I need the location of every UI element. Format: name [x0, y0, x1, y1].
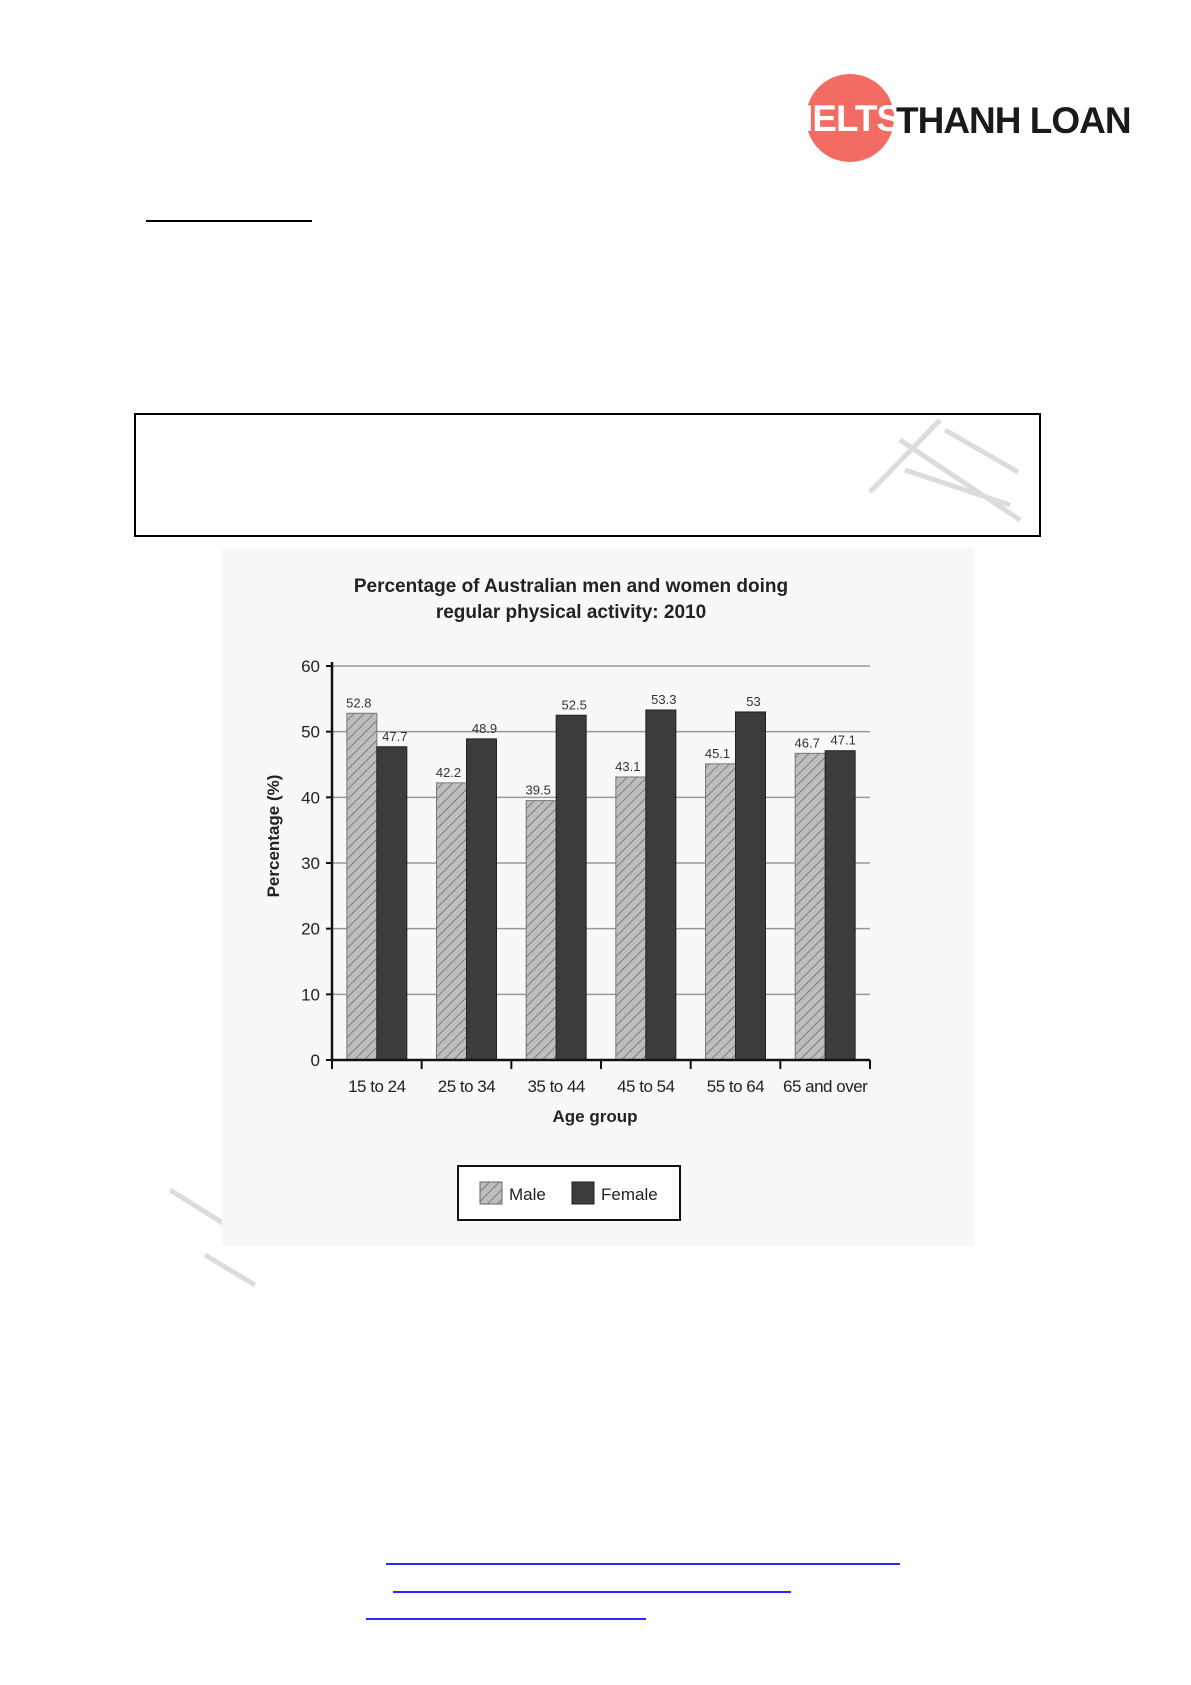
- y-tick-label: 10: [301, 985, 320, 1005]
- legend-swatch-male: [480, 1182, 502, 1204]
- footer-link-underline[interactable]: [366, 1618, 646, 1620]
- data-label-male: 39.5: [525, 782, 551, 798]
- x-tick-label: 35 to 44: [527, 1077, 585, 1096]
- legend-swatch-female: [572, 1182, 594, 1204]
- bar-male: [795, 753, 825, 1060]
- bar-female: [646, 710, 676, 1060]
- bar-male: [437, 783, 467, 1060]
- logo-badge-text: IELTS: [803, 98, 901, 139]
- data-label-female: 53: [746, 693, 761, 709]
- chart-panel: [222, 548, 974, 1246]
- y-tick-label: 20: [301, 919, 320, 939]
- x-tick-label: 15 to 24: [348, 1077, 406, 1096]
- bar-female: [467, 739, 497, 1060]
- x-tick-label: 45 to 54: [617, 1077, 675, 1096]
- task-prompt-box: [134, 413, 1041, 537]
- data-label-female: 52.5: [561, 697, 587, 713]
- data-label-male: 46.7: [794, 735, 820, 751]
- data-label-male: 43.1: [615, 758, 641, 774]
- bar-female: [736, 712, 766, 1060]
- bar-female: [556, 715, 586, 1060]
- y-tick-label: 50: [301, 722, 320, 742]
- data-label-female: 47.1: [830, 732, 856, 748]
- y-tick-label: 40: [301, 788, 320, 808]
- bar-male: [706, 764, 736, 1060]
- bar-female: [825, 751, 855, 1060]
- bar-male: [526, 801, 556, 1060]
- bar-chart: [222, 548, 974, 1246]
- chart-title-line-2: regular physical activity: 2010: [435, 602, 707, 623]
- brand-logo: [803, 74, 1131, 166]
- logo-brand-name: THANH LOAN: [896, 100, 1131, 141]
- chart-legend: [458, 1166, 680, 1220]
- data-label-male: 45.1: [704, 745, 731, 761]
- legend-label-male: Male: [509, 1185, 546, 1204]
- data-label-female: 53.3: [651, 691, 677, 707]
- legend-label-female: Female: [601, 1185, 658, 1204]
- bar-male: [347, 713, 377, 1060]
- y-tick-label: 30: [301, 854, 320, 873]
- data-label-female: 48.9: [471, 720, 498, 736]
- x-axis-label: Age group: [552, 1107, 638, 1126]
- data-label-male: 42.2: [435, 764, 462, 780]
- data-label-male: 52.8: [346, 695, 372, 711]
- heading-underline: [146, 220, 312, 222]
- y-axis-label: Percentage (%): [264, 774, 283, 898]
- bar-male: [616, 777, 646, 1060]
- data-label-female: 47.7: [382, 728, 408, 744]
- chart-title-line-1: Percentage of Australian men and women doing: [353, 576, 789, 597]
- y-tick-label: 0: [310, 1051, 320, 1070]
- footer-link-underline[interactable]: [393, 1591, 791, 1593]
- x-tick-label: 65 and over: [783, 1077, 868, 1096]
- y-tick-label: 60: [301, 657, 320, 676]
- bar-female: [377, 747, 407, 1060]
- x-tick-label: 55 to 64: [706, 1077, 765, 1096]
- footer-link-underline[interactable]: [386, 1563, 900, 1565]
- x-tick-label: 25 to 34: [437, 1077, 496, 1096]
